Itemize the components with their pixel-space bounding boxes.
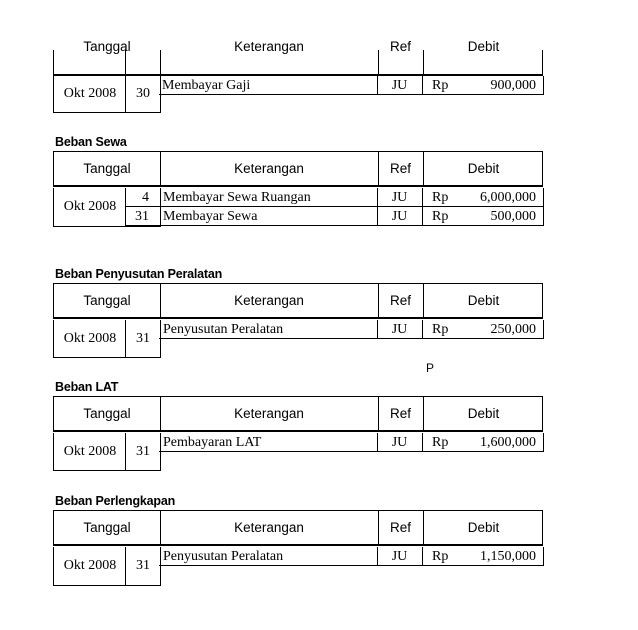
row-ref: JU: [391, 549, 408, 564]
date-month: Okt 2008: [63, 199, 117, 214]
date-day: 31: [136, 330, 150, 346]
row-amount: 900,000: [490, 78, 536, 93]
header-debit: Debit: [467, 161, 500, 176]
row-day: 31: [135, 209, 149, 224]
row-currency: Rp: [432, 322, 449, 337]
header-debit: Debit: [467, 406, 500, 421]
row-amount: 500,000: [490, 209, 536, 224]
row-desc: Membayar Sewa Ruangan: [163, 190, 311, 205]
row-desc: Penyusutan Peralatan: [163, 322, 284, 337]
header-ref: Ref: [389, 406, 411, 421]
date-day: 31: [136, 443, 150, 459]
header-tanggal: Tanggal: [83, 293, 131, 308]
date-day: 30: [136, 86, 150, 101]
date-month: Okt 2008: [63, 443, 117, 459]
top-ledger: [53, 39, 544, 76]
row-currency: Rp: [432, 209, 449, 224]
date-cell: [53, 547, 161, 586]
row-amount: 1,600,000: [480, 435, 536, 450]
row-currency: Rp: [432, 549, 449, 564]
section-title: Beban Sewa: [55, 135, 127, 149]
date-month: Okt 2008: [63, 86, 117, 101]
header-tanggal: Tanggal: [83, 161, 131, 176]
row-ref: JU: [391, 322, 408, 337]
date-month: Okt 2008: [63, 558, 117, 573]
header-keterangan: Keterangan: [234, 406, 304, 421]
header-debit: Debit: [467, 39, 500, 54]
section-title: Beban LAT: [55, 380, 119, 394]
ledger-header: [53, 283, 543, 319]
row-ref: JU: [391, 78, 408, 93]
row-ref: JU: [391, 435, 408, 450]
row-amount: 250,000: [490, 322, 536, 337]
row-desc: Penyusutan Peralatan: [163, 549, 284, 564]
date-cell: [53, 320, 161, 358]
row-desc: Pembayaran LAT: [163, 435, 262, 450]
section-title: Beban Perlengkapan: [55, 494, 176, 508]
header-debit: Debit: [467, 293, 500, 308]
ledger-header: [53, 510, 543, 546]
header-keterangan: Keterangan: [234, 293, 304, 308]
ledger-header: [53, 151, 543, 187]
row-currency: Rp: [432, 78, 449, 93]
header-keterangan: Keterangan: [234, 39, 304, 54]
section-title: Beban Penyusutan Peralatan: [55, 267, 223, 281]
header-ref: Ref: [389, 520, 411, 535]
header-ref: Ref: [389, 161, 411, 176]
date-cell: [53, 188, 161, 227]
row-desc: Membayar Gaji: [162, 78, 251, 93]
date-month: Okt 2008: [63, 330, 117, 346]
header-ref: Ref: [389, 39, 411, 54]
row-currency: Rp: [432, 190, 449, 205]
header-keterangan: Keterangan: [234, 520, 304, 535]
date-cell: [53, 433, 161, 471]
header-debit: Debit: [467, 520, 500, 535]
row-amount: 1,150,000: [480, 549, 536, 564]
header-tanggal: Tanggal: [83, 520, 131, 535]
header-keterangan: Keterangan: [234, 161, 304, 176]
date-day: 31: [136, 558, 150, 573]
date-cell: [53, 76, 161, 113]
row-currency: Rp: [432, 435, 449, 450]
header-ref: Ref: [389, 293, 411, 308]
ledger-header: [53, 396, 543, 432]
row-desc: Membayar Sewa: [163, 209, 258, 224]
row-day: 4: [142, 190, 149, 205]
header-tanggal: Tanggal: [83, 39, 131, 54]
row-ref: JU: [391, 209, 408, 224]
row-ref: JU: [391, 190, 408, 205]
row-amount: 6,000,000: [480, 190, 536, 205]
header-tanggal: Tanggal: [83, 406, 131, 421]
stray-text: P: [426, 361, 435, 375]
